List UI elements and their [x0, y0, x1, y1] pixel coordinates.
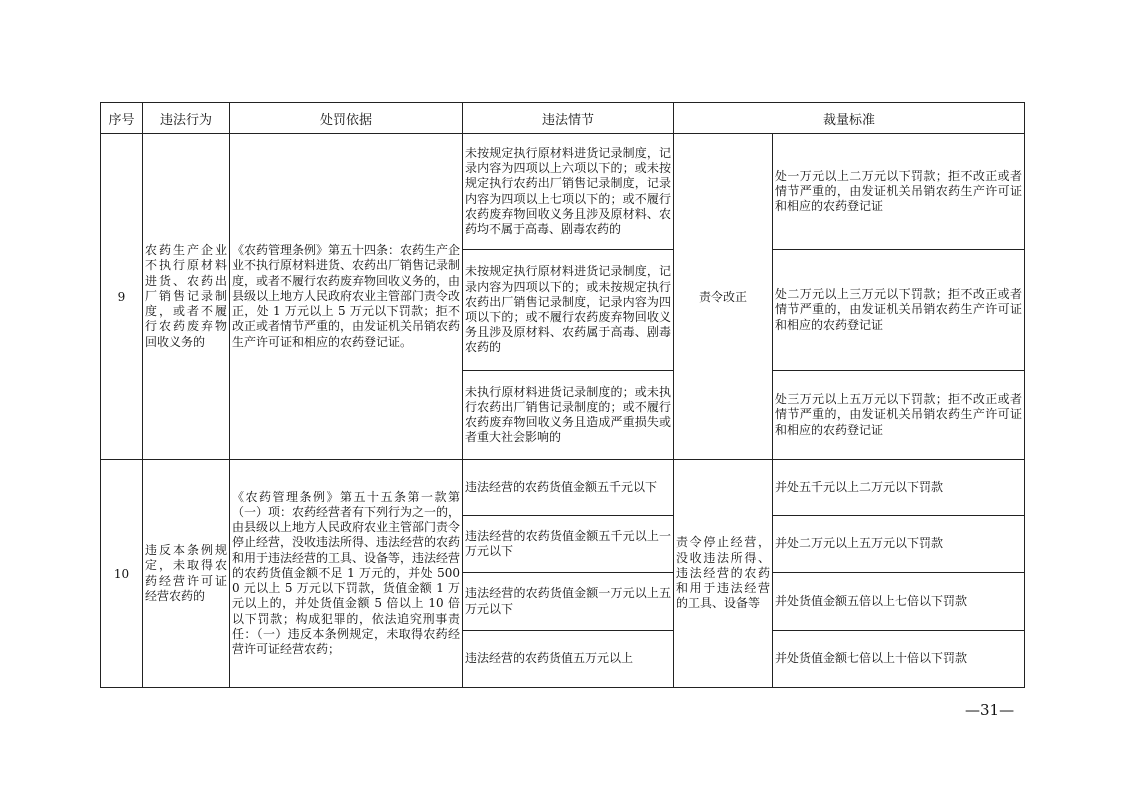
row10-standard-4: 并处货值金额七倍以上十倍以下罚款: [773, 631, 1025, 688]
row9-serial: 9: [101, 134, 143, 460]
table-row: [101, 460, 1025, 516]
header-circumstance: 违法情节: [463, 103, 674, 134]
header-serial: 序号: [101, 103, 143, 134]
row10-standard-1: 并处五千元以上二万元以下罚款: [773, 460, 1025, 516]
row9-circumstance-3: 未执行原材料进货记录制度的；或未执行农药出厂销售记录制度的；或不履行农药废弃物回收义务且造成严重损失或者重大社会影响的: [463, 371, 674, 460]
row10-measure: 责令停止经营，没收违法所得、违法经营的农药和用于违法经营的工具、设备等: [674, 460, 773, 688]
penalty-table: [100, 102, 1025, 688]
row9-standard-1: 处一万元以上二万元以下罚款；拒不改正或者情节严重的，由发证机关吊销农药生产许可证和相应的农药登记证: [773, 134, 1025, 250]
header-violation: 违法行为: [143, 103, 230, 134]
row10-basis: 《农药管理条例》第五十五条第一款第（一）项：农药经营者有下列行为之一的，由县级以上地方人民政府农业主管部门责令停止经营，没收违法所得、违法经营的农药和用于违法经营的工具、设备等，违法经营的农药货值金额不足 1 万元的，并处 5000 元以上 5 万元以下罚款，货值金额 1 万元以上的，并处货值金额 5 倍以上 10 倍以下罚款；构成犯罪的，依法追究刑事责任：（一）违反本条例规定，未取得农药经营许可证经营农药；: [230, 460, 463, 688]
row10-standard-3: 并处货值金额五倍以上七倍以下罚款: [773, 573, 1025, 631]
row10-circumstance-1: 违法经营的农药货值金额五千元以下: [463, 460, 674, 516]
header-basis: 处罚依据: [230, 103, 463, 134]
row10-violation: 违反本条例规定，未取得农药经营许可证经营农药的: [143, 460, 230, 688]
row9-basis: 《农药管理条例》第五十四条：农药生产企业不执行原材料进货、农药出厂销售记录制度，或者不履行农药废弃物回收义务的，由县级以上地方人民政府农业主管部门责令改正，处 1 万元以上 5 万元以下罚款；拒不改正或者情节严重的，由发证机关吊销农药生产许可证和相应的农药登记证。: [230, 134, 463, 460]
table-row: [101, 134, 1025, 250]
header-standard: 裁量标准: [674, 103, 1025, 134]
row9-circumstance-1: 未按规定执行原材料进货记录制度，记录内容为四项以上六项以下的；或未按规定执行农药出厂销售记录制度，记录内容为四项以上七项以下的；或不履行农药废弃物回收义务且涉及原材料、农药均不属于高毒、剧毒农药的: [463, 134, 674, 250]
row10-circumstance-4: 违法经营的农药货值五万元以上: [463, 631, 674, 688]
row9-standard-3: 处三万元以上五万元以下罚款；拒不改正或者情节严重的，由发证机关吊销农药生产许可证和相应的农药登记证: [773, 371, 1025, 460]
row10-circumstance-3: 违法经营的农药货值金额一万元以上五万元以下: [463, 573, 674, 631]
header-row: [101, 103, 1025, 134]
page-number: —31—: [965, 701, 1015, 719]
row9-violation: 农药生产企业不执行原材料进货、农药出厂销售记录制度，或者不履行农药废弃物回收义务的: [143, 134, 230, 460]
row9-standard-2: 处二万元以上三万元以下罚款；拒不改正或者情节严重的，由发证机关吊销农药生产许可证和相应的农药登记证: [773, 250, 1025, 371]
row10-circumstance-2: 违法经营的农药货值金额五千元以上一万元以下: [463, 516, 674, 573]
row10-serial: 10: [101, 460, 143, 688]
row9-circumstance-2: 未按规定执行原材料进货记录制度，记录内容为四项以下的；或未按规定执行农药出厂销售记录制度，记录内容为四项以下的；或不履行农药废弃物回收义务且涉及原材料、农药属于高毒、剧毒农药的: [463, 250, 674, 371]
row10-standard-2: 并处二万元以上五万元以下罚款: [773, 516, 1025, 573]
row9-measure: 责令改正: [674, 134, 773, 460]
